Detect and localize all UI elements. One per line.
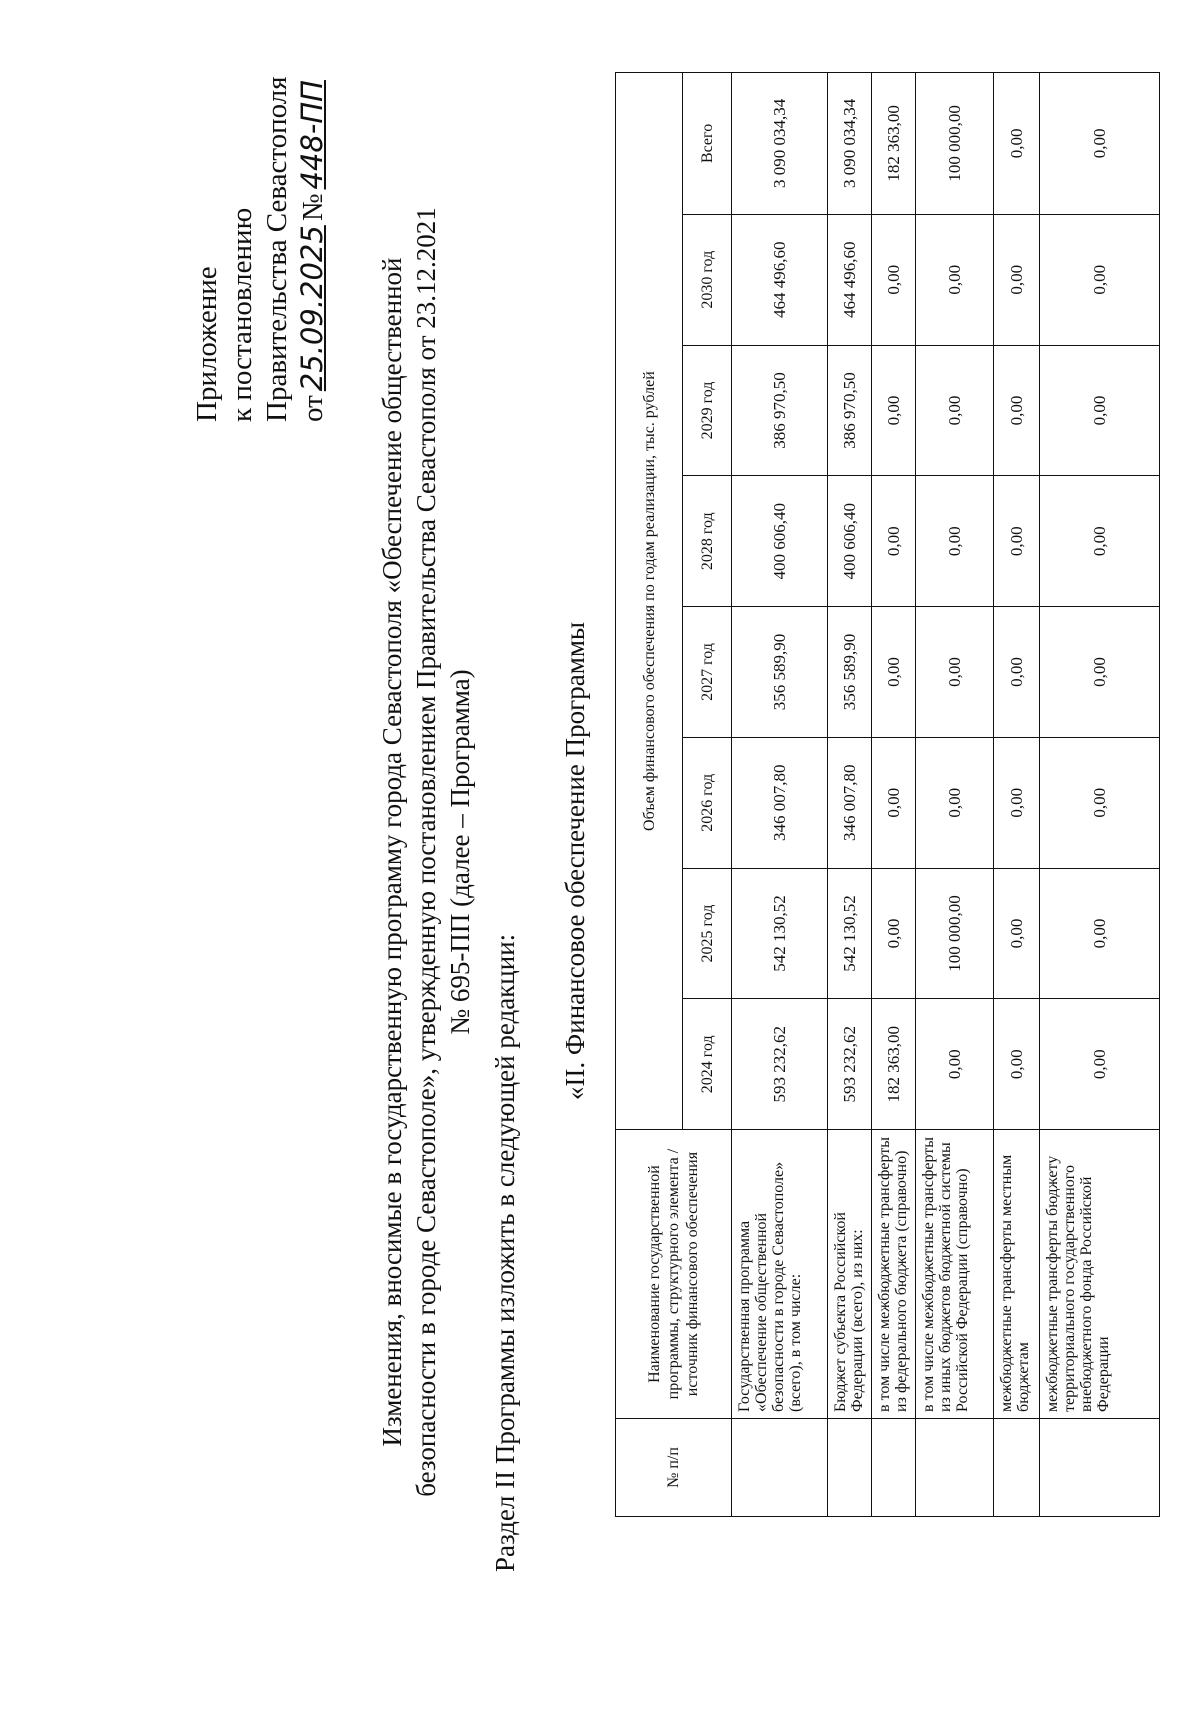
cell-value: 464 496,60 (732, 214, 828, 345)
header-total: Всего (683, 73, 732, 215)
cell-value: 0,00 (1040, 737, 1160, 868)
appendix-line-2: к постановлению (226, 207, 258, 422)
header-year: 2024 год (683, 999, 732, 1130)
cell-value: 0,00 (872, 345, 916, 476)
cell-value: 400 606,40 (732, 476, 828, 607)
row-name: в том числе межбюджетные трансферты из иных бюджетов бюджетной системы Российской Федерации (справочно) (916, 1130, 994, 1419)
cell-total: 100 000,00 (916, 73, 994, 215)
row-num (1040, 1418, 1160, 1516)
header-group: Объем финансового обеспечения по годам реализации, тыс. рублей (616, 73, 683, 1130)
header-year: 2028 год (683, 476, 732, 607)
row-num (732, 1418, 828, 1516)
header-num: № п/п (616, 1418, 732, 1516)
handwritten-date: 25.09.2025 (295, 225, 329, 392)
cell-value: 0,00 (994, 476, 1040, 607)
cell-total: 3 090 034,34 (732, 73, 828, 215)
cell-value: 356 589,90 (828, 607, 872, 738)
cell-value: 356 589,90 (732, 607, 828, 738)
heading-line-3: № 695-ПП (далее – Программа) (445, 669, 475, 1035)
row-num (916, 1418, 994, 1516)
cell-value: 0,00 (872, 868, 916, 999)
cell-value: 0,00 (1040, 214, 1160, 345)
cell-value: 386 970,50 (732, 345, 828, 476)
cell-value: 464 496,60 (828, 214, 872, 345)
cell-value: 0,00 (916, 214, 994, 345)
cell-value: 0,00 (994, 737, 1040, 868)
header-year: 2030 год (683, 214, 732, 345)
table-row (872, 73, 916, 1517)
header-year: 2029 год (683, 345, 732, 476)
row-name: Бюджет субъекта Российской Федерации (всего), из них: (828, 1130, 872, 1419)
table-row (732, 73, 828, 1517)
cell-value: 0,00 (872, 737, 916, 868)
row-num (872, 1418, 916, 1516)
cell-value: 400 606,40 (828, 476, 872, 607)
appendix-title: Приложение (191, 266, 223, 422)
cell-value: 100 000,00 (916, 868, 994, 999)
header-year: 2025 год (683, 868, 732, 999)
row-num (994, 1418, 1040, 1516)
appendix-date-line (295, 76, 331, 422)
cell-value: 0,00 (994, 345, 1040, 476)
cell-value: 0,00 (872, 607, 916, 738)
table-row (994, 73, 1040, 1517)
cell-value: 0,00 (1040, 345, 1160, 476)
cell-value: 0,00 (872, 214, 916, 345)
cell-value: 346 007,80 (828, 737, 872, 868)
row-name: межбюджетные трансферты местным бюджетам (994, 1130, 1040, 1419)
row-num (828, 1418, 872, 1516)
cell-value: 0,00 (1040, 476, 1160, 607)
table-row (1040, 73, 1160, 1517)
cell-value: 0,00 (994, 607, 1040, 738)
header-year: 2026 год (683, 737, 732, 868)
row-name: межбюджетные трансферты бюджету территориального государственного внебюджетного фонда Российской Федерации (1040, 1130, 1160, 1419)
header-row-1 (616, 73, 683, 1517)
cell-value: 542 130,52 (732, 868, 828, 999)
cell-value: 0,00 (994, 214, 1040, 345)
cell-value: 0,00 (1040, 607, 1160, 738)
cell-total: 182 363,00 (872, 73, 916, 215)
document-heading (375, 102, 477, 1602)
financing-table (615, 72, 1160, 1517)
cell-total: 0,00 (994, 73, 1040, 215)
heading-line-1: Изменения, вносимые в государственную программу города Севастополя «Обеспечение общественной (377, 257, 407, 1447)
appendix-line-3: Правительства Севастополя (261, 76, 293, 422)
heading-line-2: безопасности в городе Севастополе», утвержденную постановлением Правительства Севастополя от 23.12.2021 (411, 207, 441, 1497)
date-prefix: от (297, 395, 329, 422)
cell-value: 0,00 (916, 737, 994, 868)
cell-total: 0,00 (1040, 73, 1160, 215)
cell-value: 0,00 (916, 607, 994, 738)
cell-value: 386 970,50 (828, 345, 872, 476)
row-name: в том числе межбюджетные трансферты из федерального бюджета (справочно) (872, 1130, 916, 1419)
cell-value: 0,00 (994, 868, 1040, 999)
row-name: Государственная программа «Обеспечение общественной безопасности в городе Севастополе» (всего), в том числе: (732, 1130, 828, 1419)
cell-value: 0,00 (916, 999, 994, 1130)
cell-value: 346 007,80 (732, 737, 828, 868)
cell-value: 0,00 (1040, 868, 1160, 999)
cell-value: 542 130,52 (828, 868, 872, 999)
number-prefix: № (297, 193, 329, 222)
cell-value: 0,00 (916, 476, 994, 607)
intro-text: Раздел II Программы изложить в следующей редакции: (490, 933, 520, 1572)
cell-value: 0,00 (994, 999, 1040, 1130)
table-row (916, 73, 994, 1517)
cell-value: 0,00 (916, 345, 994, 476)
cell-value: 182 363,00 (872, 999, 916, 1130)
cell-value: 0,00 (1040, 999, 1160, 1130)
handwritten-number: 448-ПП (295, 80, 329, 190)
appendix-block (190, 76, 331, 422)
table-row (828, 73, 872, 1517)
header-year: 2027 год (683, 607, 732, 738)
cell-value: 593 232,62 (732, 999, 828, 1130)
header-name: Наименование государственной программы, структурного элемента / источник финансового обеспечения (616, 1130, 732, 1419)
cell-value: 593 232,62 (828, 999, 872, 1130)
section-title: «II. Финансовое обеспечение Программы (560, 621, 590, 1101)
cell-value: 0,00 (872, 476, 916, 607)
cell-total: 3 090 034,34 (828, 73, 872, 215)
